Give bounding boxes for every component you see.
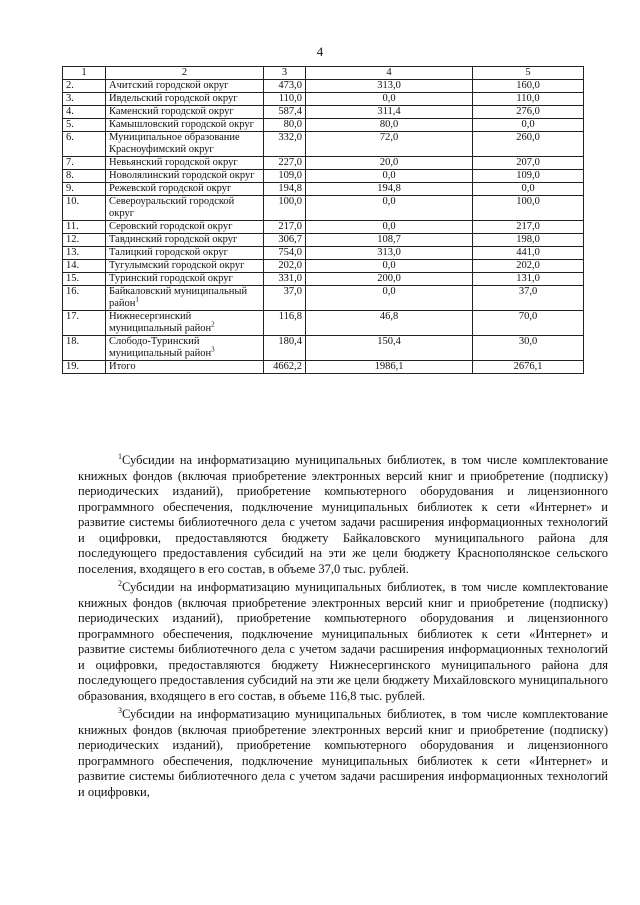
table-row	[63, 221, 584, 234]
column-4-amount-text: 150,4	[377, 336, 401, 347]
column-4-amount-cell	[306, 132, 473, 157]
column-4-amount-text: 20,0	[379, 157, 399, 168]
municipality-name-text: Муниципальное образование Красноуфимский округ	[109, 132, 240, 155]
column-4-amount-cell	[306, 234, 473, 247]
row-number-text: 2.	[66, 80, 74, 91]
column-4-amount-cell	[306, 170, 473, 183]
footnote-paragraph	[78, 453, 608, 577]
column-5-amount-text: 30,0	[518, 336, 538, 347]
total-amount-cell	[264, 273, 306, 286]
table-row	[63, 170, 584, 183]
total-amount-text: 227,0	[278, 157, 302, 168]
municipality-name-cell	[106, 132, 264, 157]
municipality-name-text: Североуральский городской округ	[109, 196, 235, 219]
row-number-text: 18.	[66, 336, 80, 347]
row-number-text: 19.	[66, 361, 80, 372]
total-amount-text: 194,8	[278, 183, 302, 194]
column-4-amount-text: 311,4	[377, 106, 401, 117]
column-5-amount-cell	[473, 132, 584, 157]
column-4-amount-cell	[306, 196, 473, 221]
municipality-name-cell	[106, 361, 264, 374]
row-number-cell	[63, 80, 106, 93]
column-4-amount-text: 313,0	[377, 80, 401, 91]
column-5-amount-cell	[473, 336, 584, 361]
row-number-text: 4.	[66, 106, 74, 117]
municipality-name-cell	[106, 311, 264, 336]
total-amount-text: 116,8	[278, 311, 302, 322]
total-amount-cell	[264, 336, 306, 361]
municipality-name-cell	[106, 221, 264, 234]
page-number: 4	[316, 44, 324, 59]
municipality-name-cell	[106, 183, 264, 196]
total-amount-cell	[264, 132, 306, 157]
table-row	[63, 132, 584, 157]
total-amount-cell	[264, 183, 306, 196]
footnote-marker: 2	[211, 320, 215, 329]
header-cell: 3	[264, 67, 306, 80]
row-number-cell	[63, 106, 106, 119]
total-amount-cell	[264, 196, 306, 221]
municipality-name-cell	[106, 157, 264, 170]
column-4-amount-cell	[306, 183, 473, 196]
column-4-amount-cell	[306, 106, 473, 119]
column-5-amount-text: 207,0	[516, 157, 540, 168]
municipality-name-text: Тугулымский городской округ	[109, 260, 245, 271]
column-4-amount-cell	[306, 157, 473, 170]
municipality-name-text: Каменский городской округ	[109, 106, 234, 117]
row-number-cell	[63, 196, 106, 221]
municipality-name-text: Невьянский городской округ	[109, 157, 238, 168]
footnote-text: Субсидии на информатизацию муниципальных библиотек, в том числе комплектование книжных фондов (включая приобретение электронных версий книг и приобретение (подписку) периодических изданий), приобретение компьютерного оборудования и лицензионного программного обеспечения, подключение муниципальных библиотек к сети «Интернет» и развитие системы библиотечного дела с учетом задачи расширения информационных технологий и оцифровки, предоставляются бюджету Нижнесергинского муниципального района для последующего предоставления субсидий на эти же цели бюджету Михайловского муниципального образования, входящего в его состав, в объеме 116,8 тыс. рублей.	[78, 580, 608, 703]
column-5-amount-cell	[473, 157, 584, 170]
row-number-text: 6.	[66, 132, 74, 143]
column-5-amount-text: 0,0	[521, 119, 535, 130]
municipality-name-cell	[106, 80, 264, 93]
column-5-amount-text: 441,0	[516, 247, 540, 258]
row-number-cell	[63, 286, 106, 311]
column-5-amount-text: 2676,1	[513, 361, 543, 372]
row-number-text: 3.	[66, 93, 74, 104]
total-amount-cell	[264, 286, 306, 311]
total-amount-text: 587,4	[278, 106, 302, 117]
column-5-amount-text: 0,0	[521, 183, 535, 194]
column-5-amount-text: 198,0	[516, 234, 540, 245]
column-4-amount-text: 194,8	[377, 183, 401, 194]
row-number-text: 16.	[66, 286, 80, 297]
row-number-cell	[63, 93, 106, 106]
total-amount-text: 332,0	[278, 132, 302, 143]
row-number-cell	[63, 361, 106, 374]
column-5-amount-text: 110,0	[516, 93, 540, 104]
total-amount-text: 109,0	[278, 170, 302, 181]
row-number-text: 14.	[66, 260, 80, 271]
municipality-name-text: Ачитский городской округ	[109, 80, 229, 91]
total-amount-cell	[264, 247, 306, 260]
column-4-amount-text: 0,0	[382, 221, 396, 232]
column-5-amount-cell	[473, 247, 584, 260]
row-number-cell	[63, 183, 106, 196]
column-4-amount-text: 0,0	[382, 93, 396, 104]
table-row	[63, 119, 584, 132]
column-5-amount-text: 260,0	[516, 132, 540, 143]
total-amount-text: 331,0	[278, 273, 302, 284]
column-5-amount-cell	[473, 80, 584, 93]
total-amount-text: 754,0	[278, 247, 302, 258]
footnote-mark: 2	[118, 578, 122, 588]
total-amount-cell	[264, 170, 306, 183]
header-cell: 1	[63, 67, 106, 80]
column-5-amount-cell	[473, 286, 584, 311]
header-cell: 5	[473, 67, 584, 80]
column-4-amount-cell	[306, 336, 473, 361]
table-row	[63, 234, 584, 247]
municipality-name-text: Слободо-Туринский муниципальный район	[109, 336, 212, 359]
table-row	[63, 157, 584, 170]
column-4-amount-cell	[306, 273, 473, 286]
column-4-amount-cell	[306, 93, 473, 106]
total-amount-cell	[264, 221, 306, 234]
table-row	[63, 183, 584, 196]
column-5-amount-text: 160,0	[516, 80, 540, 91]
total-amount-text: 80,0	[283, 119, 302, 130]
footnote-mark: 3	[118, 705, 122, 715]
municipality-name-text: Серовский городской округ	[109, 221, 233, 232]
row-number-text: 9.	[66, 183, 74, 194]
table-row	[63, 260, 584, 273]
municipality-name-text: Тавдинский городской округ	[109, 234, 238, 245]
row-number-text: 11.	[66, 221, 79, 232]
column-5-amount-cell	[473, 170, 584, 183]
column-4-amount-text: 80,0	[379, 119, 399, 130]
row-number-text: 12.	[66, 234, 80, 245]
row-number-cell	[63, 234, 106, 247]
column-5-amount-text: 37,0	[518, 286, 538, 297]
footnote-mark: 1	[118, 451, 122, 461]
column-4-amount-text: 0,0	[382, 286, 396, 297]
municipality-name-cell	[106, 336, 264, 361]
column-4-amount-cell	[306, 311, 473, 336]
column-5-amount-cell	[473, 273, 584, 286]
column-5-amount-cell	[473, 361, 584, 374]
total-amount-cell	[264, 361, 306, 374]
footnote-marker: 3	[211, 345, 215, 354]
column-4-amount-text: 108,7	[377, 234, 401, 245]
municipality-name-cell	[106, 234, 264, 247]
column-5-amount-text: 131,0	[516, 273, 540, 284]
total-amount-text: 110,0	[278, 93, 302, 104]
municipality-name-text: Талицкий городской округ	[109, 247, 228, 258]
table-row	[63, 93, 584, 106]
column-5-amount-cell	[473, 234, 584, 247]
municipality-name-cell	[106, 260, 264, 273]
row-number-cell	[63, 311, 106, 336]
municipality-name-text: Нижнесергинский муниципальный район	[109, 311, 212, 334]
column-4-amount-text: 0,0	[382, 170, 396, 181]
municipality-name-text: Ивдельский городской округ	[109, 93, 238, 104]
table-row	[63, 311, 584, 336]
municipality-name-text: Туринский городской округ	[109, 273, 233, 284]
municipality-name-cell	[106, 273, 264, 286]
total-amount-text: 473,0	[278, 80, 302, 91]
municipality-name-cell	[106, 196, 264, 221]
municipality-name-text: Новолялинский городской округ	[109, 170, 255, 181]
total-amount-text: 4662,2	[273, 361, 302, 372]
table-row	[63, 196, 584, 221]
total-amount-cell	[264, 80, 306, 93]
municipality-name-cell	[106, 170, 264, 183]
table-row	[63, 336, 584, 361]
municipality-name-text: Камышловский городской округ	[109, 119, 254, 130]
municipality-name-cell	[106, 106, 264, 119]
column-5-amount-cell	[473, 93, 584, 106]
row-number-cell	[63, 170, 106, 183]
subsidy-table	[62, 66, 584, 374]
column-5-amount-cell	[473, 106, 584, 119]
column-4-amount-cell	[306, 260, 473, 273]
row-number-cell	[63, 132, 106, 157]
row-number-cell	[63, 157, 106, 170]
column-4-amount-text: 46,8	[379, 311, 399, 322]
column-4-amount-cell	[306, 286, 473, 311]
footnotes-section	[78, 453, 608, 803]
column-5-amount-cell	[473, 221, 584, 234]
total-amount-cell	[264, 119, 306, 132]
total-amount-cell	[264, 260, 306, 273]
row-number-text: 5.	[66, 119, 74, 130]
column-5-amount-text: 109,0	[516, 170, 540, 181]
column-4-amount-cell	[306, 80, 473, 93]
table-row	[63, 273, 584, 286]
row-number-text: 8.	[66, 170, 74, 181]
footnote-paragraph	[78, 707, 608, 800]
total-amount-cell	[264, 157, 306, 170]
row-number-cell	[63, 336, 106, 361]
column-4-amount-cell	[306, 247, 473, 260]
total-amount-cell	[264, 311, 306, 336]
row-number-text: 7.	[66, 157, 74, 168]
column-4-amount-text: 200,0	[377, 273, 401, 284]
column-5-amount-cell	[473, 119, 584, 132]
footnote-text: Субсидии на информатизацию муниципальных библиотек, в том числе комплектование книжных фондов (включая приобретение электронных версий книг и приобретение (подписку) периодических изданий), приобретение компьютерного оборудования и лицензионного программного обеспечения, подключение муниципальных библиотек к сети «Интернет» и развитие системы библиотечного дела с учетом задачи расширения информационных технологий и оцифровки, предоставляются бюджету Байкаловского муниципального района для последующего предоставления субсидий на эти же цели бюджету Краснополянское сельского поселения, входящего в его состав, в объеме 37,0 тыс. рублей.	[78, 453, 608, 576]
row-number-text: 10.	[66, 196, 80, 207]
header-cell: 4	[306, 67, 473, 80]
total-amount-text: 100,0	[278, 196, 302, 207]
column-5-amount-cell	[473, 196, 584, 221]
municipality-name-cell	[106, 247, 264, 260]
header-cell: 2	[106, 67, 264, 80]
footnote-paragraph	[78, 580, 608, 704]
table-row	[63, 286, 584, 311]
column-4-amount-cell	[306, 119, 473, 132]
table-row	[63, 106, 584, 119]
column-4-amount-text: 0,0	[382, 196, 396, 207]
footnote-marker: 1	[135, 295, 139, 304]
row-number-text: 13.	[66, 247, 80, 258]
column-5-amount-cell	[473, 183, 584, 196]
row-number-cell	[63, 260, 106, 273]
table-header-row	[63, 67, 584, 80]
total-amount-cell	[264, 93, 306, 106]
column-4-amount-text: 313,0	[377, 247, 401, 258]
row-number-text: 15.	[66, 273, 80, 284]
column-5-amount-text: 100,0	[516, 196, 540, 207]
column-4-amount-cell	[306, 221, 473, 234]
total-amount-text: 37,0	[283, 286, 302, 297]
column-4-amount-text: 0,0	[382, 260, 396, 271]
footnote-text: Субсидии на информатизацию муниципальных библиотек, в том числе комплектование книжных фондов (включая приобретение электронных версий книг и приобретение (подписку) периодических изданий), приобретение компьютерного оборудования и лицензионного программного обеспечения, подключение муниципальных библиотек к сети «Интернет» и развитие системы библиотечного дела с учетом задачи расширения информационных технологий и оцифровки,	[78, 707, 608, 799]
column-4-amount-text: 72,0	[379, 132, 399, 143]
column-5-amount-cell	[473, 260, 584, 273]
total-amount-text: 217,0	[278, 221, 302, 232]
row-number-text: 17.	[66, 311, 80, 322]
total-amount-cell	[264, 234, 306, 247]
column-5-amount-text: 276,0	[516, 106, 540, 117]
total-amount-cell	[264, 106, 306, 119]
row-number-cell	[63, 273, 106, 286]
column-5-amount-text: 70,0	[518, 311, 538, 322]
column-5-amount-text: 202,0	[516, 260, 540, 271]
municipality-name-text: Итого	[109, 361, 136, 372]
total-amount-text: 202,0	[278, 260, 302, 271]
total-amount-text: 180,4	[278, 336, 302, 347]
table-row	[63, 80, 584, 93]
municipality-name-text: Байкаловский муниципальный район	[109, 286, 248, 309]
municipality-name-cell	[106, 119, 264, 132]
column-4-amount-cell	[306, 361, 473, 374]
column-5-amount-text: 217,0	[516, 221, 540, 232]
municipality-name-cell	[106, 286, 264, 311]
row-number-cell	[63, 221, 106, 234]
table-row	[63, 361, 584, 374]
column-4-amount-text: 1986,1	[374, 361, 404, 372]
total-amount-text: 306,7	[278, 234, 302, 245]
column-5-amount-cell	[473, 311, 584, 336]
municipality-name-cell	[106, 93, 264, 106]
table-row	[63, 247, 584, 260]
row-number-cell	[63, 119, 106, 132]
municipality-name-text: Режевской городской округ	[109, 183, 232, 194]
row-number-cell	[63, 247, 106, 260]
